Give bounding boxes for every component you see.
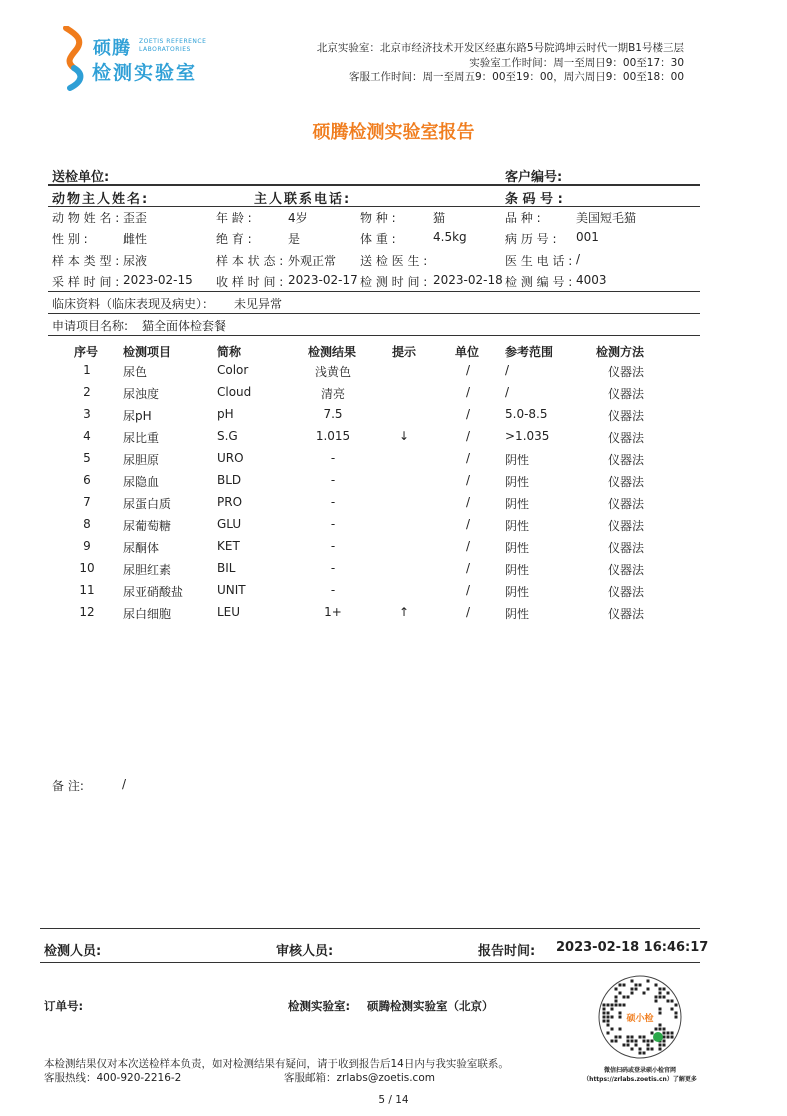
cell-item: 尿pH [123, 409, 152, 423]
cell-range: 阴性 [505, 497, 530, 511]
cell-item: 尿葡萄糖 [123, 519, 172, 533]
cell-no: 11 [79, 583, 95, 597]
qr-caption-line1: 微信扫码或登录硕小检官网 [603, 1067, 676, 1074]
cell-result: 清亮 [320, 387, 345, 401]
age: 4岁 [288, 211, 308, 225]
animal-name: 歪歪 [123, 211, 148, 225]
sex-label: 性 别 : [52, 232, 88, 246]
clinical-info: 未见异常 [234, 297, 283, 311]
cell-no: 12 [79, 605, 95, 619]
divider [48, 184, 700, 186]
cell-method: 仪器法 [607, 563, 644, 577]
service-hotline: 客服热线：400-920-2216-2 [44, 1072, 182, 1084]
record-label: 病 历 号 : [505, 232, 557, 246]
zoetis-logo-icon [62, 26, 88, 92]
order-label: 订单号: [44, 999, 84, 1013]
cell-no: 7 [83, 495, 91, 509]
divider [48, 335, 700, 336]
cell-unit: / [465, 451, 471, 465]
breed: 美国短毛猫 [576, 211, 637, 225]
cell-item: 尿色 [123, 365, 148, 379]
cell-unit: / [465, 561, 471, 575]
cell-unit: / [465, 363, 471, 377]
cell-range: 阴性 [505, 453, 530, 467]
qr-caption-line2: （https://zrlabs.zoetis.cn）了解更多 [583, 1076, 697, 1083]
cell-item: 尿比重 [123, 431, 160, 445]
cell-abbr: URO [217, 451, 244, 465]
cell-item: 尿白细胞 [123, 607, 172, 621]
col-header-hint: 提示 [392, 345, 417, 359]
animal-name-label: 动 物 姓 名 : [52, 211, 120, 225]
cell-abbr: Cloud [217, 385, 252, 399]
cell-range: 阴性 [505, 519, 530, 533]
sample-type: 尿液 [123, 254, 148, 268]
cell-unit: / [465, 385, 471, 399]
age-label: 年 龄 : [216, 211, 252, 225]
cell-range: 阴性 [505, 563, 530, 577]
cell-item: 尿隐血 [123, 475, 160, 489]
weight: 4.5kg [433, 230, 467, 244]
cell-no: 9 [83, 539, 91, 553]
cell-no: 10 [79, 561, 95, 575]
tester-label: 检测人员: [44, 944, 102, 959]
cell-method: 仪器法 [607, 541, 644, 555]
sex: 雌性 [123, 232, 148, 246]
test-no-label: 检 测 编 号 : [505, 275, 573, 289]
cell-abbr: GLU [217, 517, 242, 531]
remarks-value: / [122, 777, 127, 791]
weight-label: 体 重 : [360, 232, 396, 246]
cell-abbr: BIL [217, 561, 236, 575]
col-header-result: 检测结果 [308, 345, 357, 359]
neuter-label: 绝 育 : [216, 232, 252, 246]
cell-hint: ↑ [398, 605, 410, 619]
cell-range: 阴性 [505, 541, 530, 555]
cell-result: - [330, 473, 336, 487]
receive-time-label: 收 样 时 间 : [216, 275, 284, 289]
cell-method: 仪器法 [607, 365, 644, 379]
test-time-label: 检 测 时 间 : [360, 275, 428, 289]
logo-en-line1: ZOETIS REFERENCE [139, 38, 207, 45]
cell-range: 5.0-8.5 [505, 407, 548, 421]
cell-result: 浅黄色 [314, 365, 351, 379]
service-hours: 客服工作时间：周一至周五9：00至19：00，周六周日9：00至18：00 [348, 71, 684, 83]
cell-unit: / [465, 539, 471, 553]
cell-result: 7.5 [323, 407, 343, 421]
disclaimer: 本检测结果仅对本次送检样本负责，如对检测结果有疑问，请于收到报告后14日内与我实验室联系。 [44, 1058, 509, 1070]
owner-phone-label: 主人联系电话: [254, 192, 352, 207]
test-no: 4003 [576, 273, 607, 287]
col-header-abbr: 简称 [217, 345, 242, 359]
doctor-label: 送 检 医 生 : [360, 254, 428, 268]
cell-method: 仪器法 [607, 497, 644, 511]
page-number: 5 / 14 [378, 1094, 409, 1106]
lab-label: 检测实验室: [288, 999, 351, 1013]
collect-time: 2023-02-15 [123, 273, 193, 287]
remarks-label: 备 注: [52, 779, 84, 793]
cell-abbr: LEU [217, 605, 241, 619]
cell-no: 2 [83, 385, 91, 399]
cell-unit: / [465, 429, 471, 443]
cell-range: / [505, 385, 510, 399]
cell-result: - [330, 517, 336, 531]
reviewer-label: 审核人员: [276, 944, 334, 959]
collect-time-label: 采 样 时 间 : [52, 275, 120, 289]
doctor-phone-label: 医 生 电 话 : [505, 254, 573, 268]
neuter: 是 [288, 232, 301, 246]
cell-unit: / [465, 495, 471, 509]
project-name: 猫全面体检套餐 [142, 319, 227, 333]
cell-result: - [330, 539, 336, 553]
cell-abbr: Color [217, 363, 249, 377]
logo-cn-lab: 检测实验室 [92, 62, 198, 84]
cell-method: 仪器法 [607, 585, 644, 599]
cell-no: 6 [83, 473, 91, 487]
report-time-label: 报告时间: [478, 944, 536, 959]
species-label: 物 种 : [360, 211, 396, 225]
col-header-range: 参考范围 [505, 345, 554, 359]
cell-no: 1 [83, 363, 91, 377]
cell-method: 仪器法 [607, 387, 644, 401]
cell-method: 仪器法 [607, 453, 644, 467]
cell-no: 5 [83, 451, 91, 465]
logo-en-name [139, 38, 206, 54]
cell-range: / [505, 363, 510, 377]
cell-result: - [330, 583, 336, 597]
test-time: 2023-02-18 [433, 273, 503, 287]
report-title: 硕腾检测实验室报告 [312, 122, 475, 143]
cell-item: 尿酮体 [123, 541, 160, 555]
col-header-method: 检测方法 [596, 345, 645, 359]
col-header-unit: 单位 [455, 345, 480, 359]
mini-program-qr-icon[interactable] [598, 975, 682, 1059]
cell-unit: / [465, 407, 471, 421]
lab-value: 硕腾检测实验室（北京） [367, 999, 494, 1013]
cell-range: 阴性 [505, 607, 530, 621]
divider [48, 206, 700, 207]
client-no-label: 客户编号: [505, 170, 563, 185]
species: 猫 [433, 211, 446, 225]
cell-unit: / [465, 583, 471, 597]
sample-state: 外观正常 [288, 254, 337, 268]
qr-center-text: 硕小检 [626, 1014, 654, 1024]
project-label: 申请项目名称: [52, 319, 129, 333]
col-header-no: 序号 [74, 345, 99, 359]
divider [48, 291, 700, 292]
cell-no: 8 [83, 517, 91, 531]
owner-label: 动物主人姓名: [52, 192, 150, 207]
cell-item: 尿胆原 [123, 453, 160, 467]
barcode-label: 条 码 号 : [505, 192, 563, 207]
cell-range: >1.035 [505, 429, 550, 443]
cell-abbr: PRO [217, 495, 243, 509]
cell-method: 仪器法 [607, 519, 644, 533]
service-email: 客服邮箱：zrlabs@zoetis.com [284, 1072, 435, 1084]
cell-result: - [330, 495, 336, 509]
cell-hint: ↓ [398, 429, 410, 443]
record-no: 001 [576, 230, 599, 244]
cell-item: 尿浊度 [123, 387, 160, 401]
logo-en-line2: LABORATORIES [139, 46, 191, 53]
divider [48, 313, 700, 314]
cell-abbr: KET [217, 539, 240, 553]
cell-abbr: UNIT [217, 583, 246, 597]
cell-no: 3 [83, 407, 91, 421]
divider [40, 962, 700, 963]
logo-cn-name: 硕腾 [93, 38, 131, 59]
clinical-label: 临床资料（临床表现及病史）： [52, 297, 215, 311]
sender-label: 送检单位: [52, 170, 110, 185]
cell-item: 尿胆红素 [123, 563, 172, 577]
breed-label: 品 种 : [505, 211, 541, 225]
cell-item: 尿亚硝酸盐 [123, 585, 184, 599]
cell-method: 仪器法 [607, 607, 644, 621]
cell-abbr: pH [217, 407, 234, 421]
divider [40, 928, 700, 929]
cell-no: 4 [83, 429, 91, 443]
cell-result: 1.015 [315, 429, 351, 443]
lab-hours: 实验室工作时间：周一至周日9：00至17：30 [469, 57, 684, 69]
cell-unit: / [465, 473, 471, 487]
cell-result: - [330, 561, 336, 575]
doctor-phone: / [576, 252, 581, 266]
cell-unit: / [465, 517, 471, 531]
lab-address: 北京实验室：北京市经济技术开发区经惠东路5号院鸿坤云时代一期B1号楼三层 [316, 42, 684, 54]
sample-type-label: 样 本 类 型 : [52, 254, 120, 268]
cell-unit: / [465, 605, 471, 619]
cell-result: - [330, 451, 336, 465]
cell-range: 阴性 [505, 585, 530, 599]
cell-abbr: BLD [217, 473, 242, 487]
receive-time: 2023-02-17 [288, 273, 358, 287]
cell-item: 尿蛋白质 [123, 497, 172, 511]
sample-state-label: 样 本 状 态 : [216, 254, 284, 268]
report-time: 2023-02-18 16:46:17 [556, 940, 709, 955]
cell-method: 仪器法 [607, 475, 644, 489]
cell-method: 仪器法 [607, 431, 644, 445]
cell-method: 仪器法 [607, 409, 644, 423]
cell-range: 阴性 [505, 475, 530, 489]
cell-abbr: S.G [217, 429, 238, 443]
col-header-item: 检测项目 [123, 345, 172, 359]
cell-result: 1+ [324, 605, 342, 619]
